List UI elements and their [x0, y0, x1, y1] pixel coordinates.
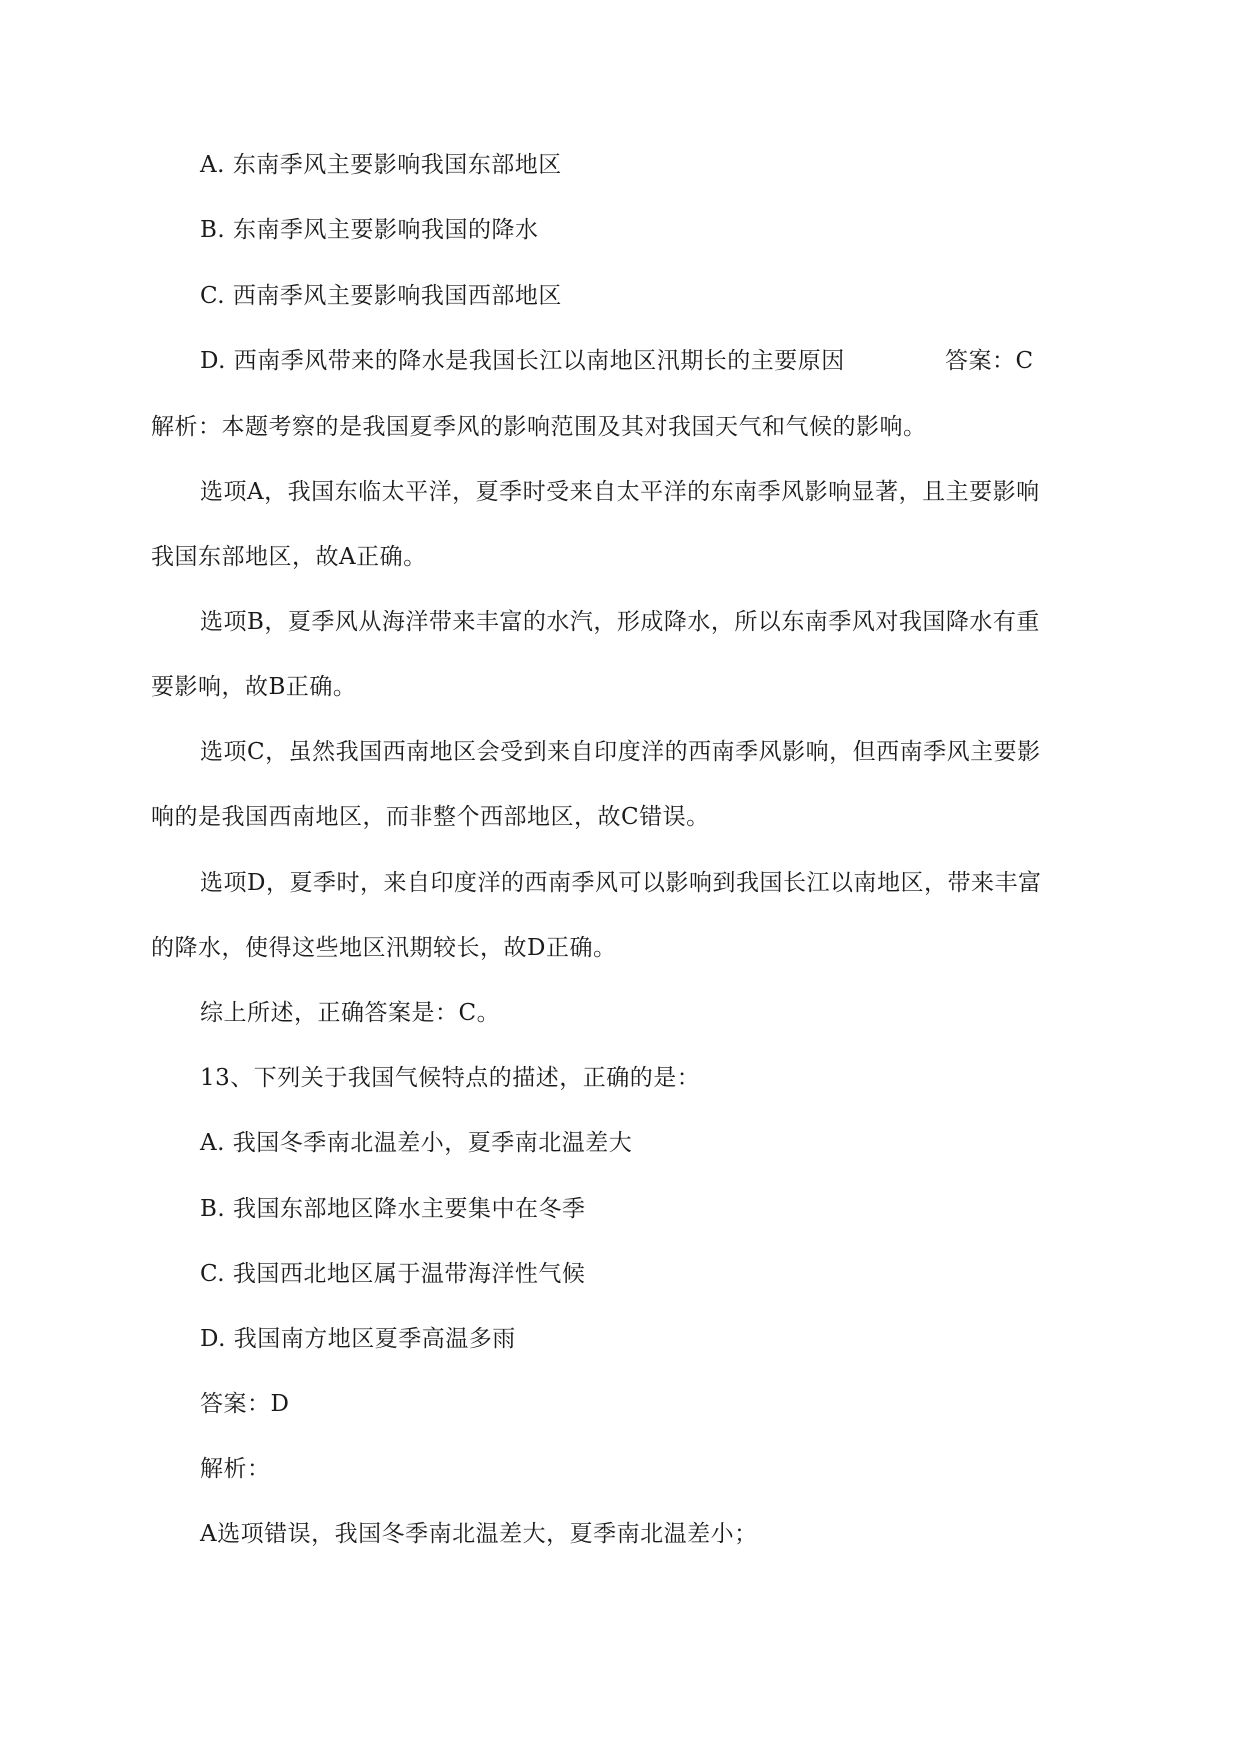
- q13-option-b: B. 我国东部地区降水主要集中在冬季: [200, 1196, 586, 1222]
- q12-analysis-c-line2: 响的是我国西南地区，而非整个西部地区，故C错误。: [151, 804, 710, 830]
- q12-analysis-a-line1: 选项A，我国东临太平洋，夏季时受来自太平洋的东南季风影响显著，且主要影响: [200, 479, 1040, 505]
- q13-option-c: C. 我国西北地区属于温带海洋性气候: [200, 1261, 586, 1287]
- q12-answer: 答案：C: [945, 348, 1034, 374]
- q12-option-a: A. 东南季风主要影响我国东部地区: [200, 152, 562, 178]
- q13-analysis-label: 解析：: [200, 1456, 271, 1482]
- q12-analysis-b-line2: 要影响，故B正确。: [151, 674, 357, 700]
- q12-analysis-d-line1: 选项D，夏季时，来自印度洋的西南季风可以影响到我国长江以南地区，带来丰富: [200, 870, 1042, 896]
- q13-option-a: A. 我国冬季南北温差小，夏季南北温差大: [200, 1130, 633, 1156]
- q12-analysis-d-line2: 的降水，使得这些地区汛期较长，故D正确。: [151, 935, 617, 961]
- q13-answer: 答案：D: [200, 1391, 290, 1417]
- q12-analysis-c-line1: 选项C，虽然我国西南地区会受到来自印度洋的西南季风影响，但西南季风主要影: [200, 739, 1041, 765]
- q13-analysis-a: A选项错误，我国冬季南北温差大，夏季南北温差小；: [200, 1521, 758, 1547]
- q12-summary: 综上所述，正确答案是：C。: [200, 1000, 501, 1026]
- q12-option-c: C. 西南季风主要影响我国西部地区: [200, 283, 562, 309]
- q12-analysis-b-line1: 选项B，夏季风从海洋带来丰富的水汽，形成降水，所以东南季风对我国降水有重: [200, 609, 1040, 635]
- q12-analysis-a-line2: 我国东部地区，故A正确。: [151, 544, 427, 570]
- q12-option-d: D. 西南季风带来的降水是我国长江以南地区汛期长的主要原因: [200, 348, 845, 374]
- q12-option-b: B. 东南季风主要影响我国的降水: [200, 217, 539, 243]
- q13-option-d: D. 我国南方地区夏季高温多雨: [200, 1326, 516, 1352]
- q13-question: 13、下列关于我国气候特点的描述，正确的是：: [200, 1065, 701, 1091]
- q12-analysis-intro: 解析：本题考察的是我国夏季风的影响范围及其对我国天气和气候的影响。: [151, 414, 927, 440]
